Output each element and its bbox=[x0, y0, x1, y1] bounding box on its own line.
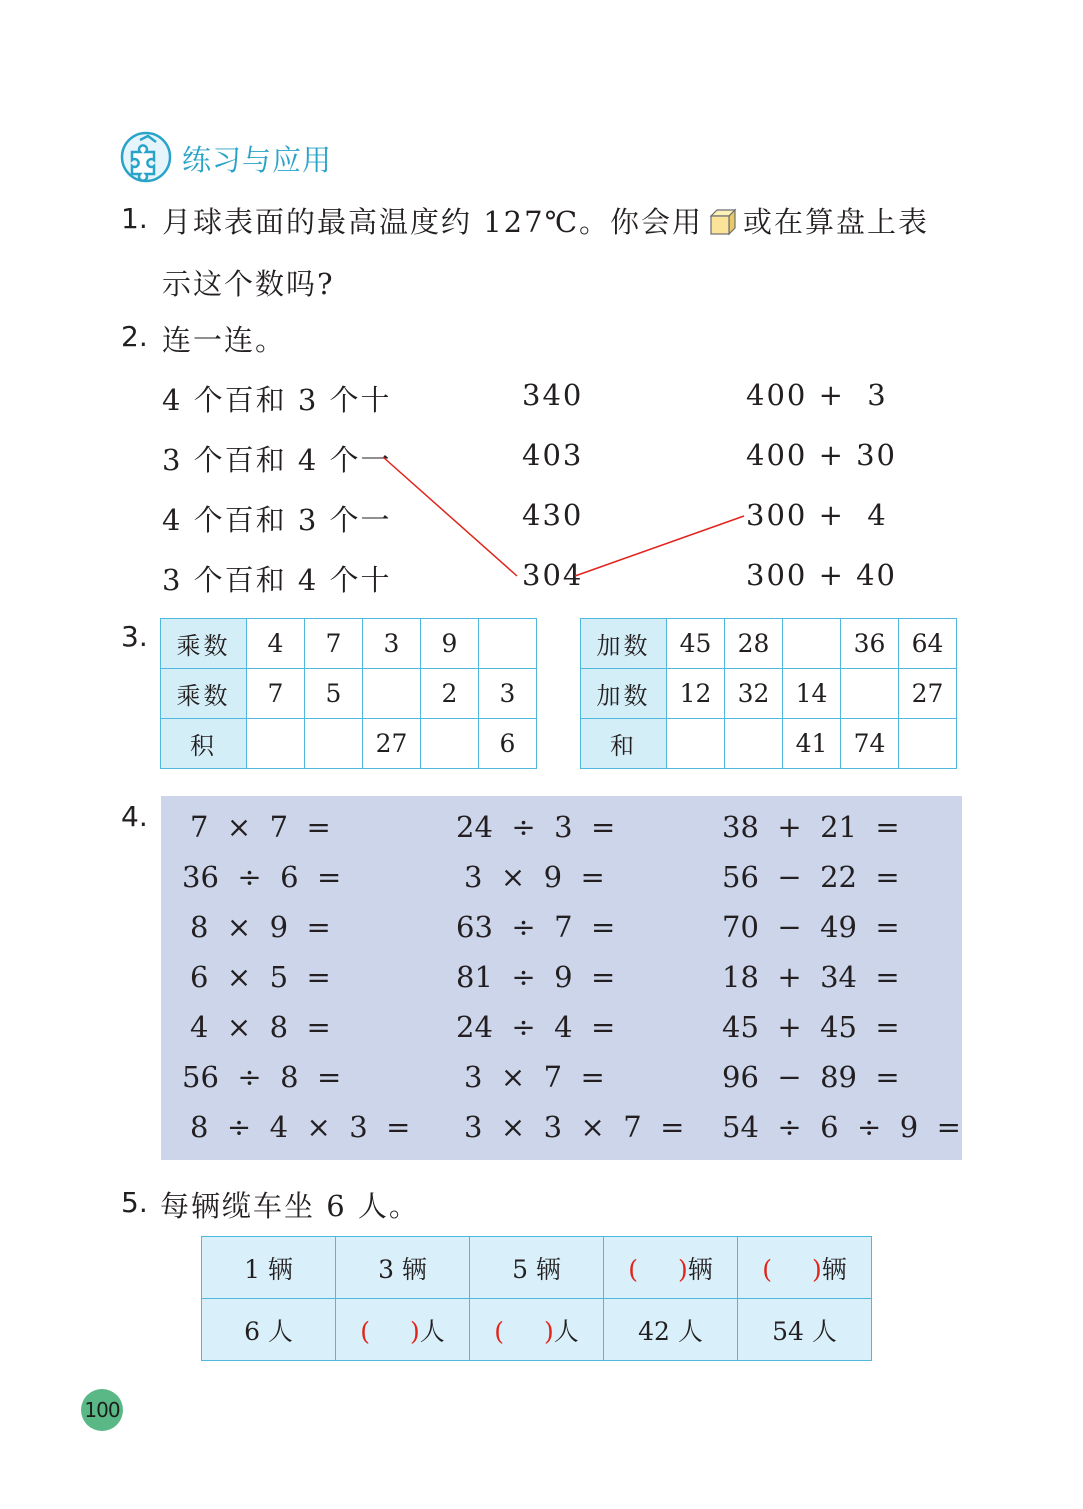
table-cell: 3 bbox=[363, 619, 421, 669]
question-2-number: 2. bbox=[121, 320, 148, 353]
table-cell: 2 bbox=[421, 669, 479, 719]
equation: 63 ÷ 7 = bbox=[456, 910, 616, 944]
table-header-cell: 加数 bbox=[581, 619, 667, 669]
match-expression: 300 + 4 bbox=[746, 498, 888, 532]
paren-open: ( bbox=[494, 1316, 504, 1346]
table-header-cell: 加数 bbox=[581, 669, 667, 719]
equation: 8 × 9 = bbox=[190, 910, 331, 944]
equation: 70 − 49 = bbox=[722, 910, 900, 944]
table-cell: 27 bbox=[363, 719, 421, 769]
addition-table bbox=[580, 618, 957, 769]
paren-close: ) bbox=[811, 1254, 822, 1284]
unit-label: 辆 bbox=[821, 1254, 847, 1284]
table-cell: 4 bbox=[247, 619, 305, 669]
match-line-1 bbox=[383, 457, 517, 576]
match-number: 304 bbox=[522, 558, 584, 592]
table-cell-blank[interactable] bbox=[738, 1237, 872, 1299]
question-5-text: 每辆缆车坐 6 人。 bbox=[160, 1189, 420, 1223]
table-cell: 1 辆 bbox=[202, 1237, 336, 1299]
table-cell-blank[interactable] bbox=[479, 619, 537, 669]
match-expression: 400 + 30 bbox=[746, 438, 897, 472]
unit-label: 人 bbox=[553, 1316, 579, 1346]
table-cell-blank[interactable] bbox=[783, 619, 841, 669]
table-cell: 5 辆 bbox=[470, 1237, 604, 1299]
table-cell: 74 bbox=[841, 719, 899, 769]
equation: 96 − 89 = bbox=[722, 1060, 900, 1094]
page-number: 100 bbox=[81, 1389, 123, 1431]
paren-close: ) bbox=[543, 1316, 554, 1346]
table-header-cell: 和 bbox=[581, 719, 667, 769]
question-4-number: 4. bbox=[121, 800, 148, 833]
table-cell: 54 人 bbox=[738, 1299, 872, 1361]
equation: 3 × 3 × 7 = bbox=[464, 1110, 685, 1144]
paren-close: ) bbox=[409, 1316, 420, 1346]
section-title: 练习与应用 bbox=[182, 143, 333, 177]
paren-open: ( bbox=[360, 1316, 370, 1346]
match-expression: 300 + 40 bbox=[746, 558, 897, 592]
equation: 8 ÷ 4 × 3 = bbox=[190, 1110, 411, 1144]
table-cell-blank[interactable] bbox=[305, 719, 363, 769]
cable-car-table bbox=[201, 1236, 872, 1361]
table-cell: 45 bbox=[667, 619, 725, 669]
table-cell: 12 bbox=[667, 669, 725, 719]
match-left-item: 4 个百和 3 个十 bbox=[162, 383, 392, 417]
table-cell: 7 bbox=[305, 619, 363, 669]
table-cell: 41 bbox=[783, 719, 841, 769]
unit-label: 辆 bbox=[687, 1254, 713, 1284]
table-cell: 3 辆 bbox=[336, 1237, 470, 1299]
match-left-item: 3 个百和 4 个十 bbox=[162, 563, 392, 597]
equation: 36 ÷ 6 = bbox=[182, 860, 342, 894]
table-cell: 32 bbox=[725, 669, 783, 719]
equation: 38 + 21 = bbox=[722, 810, 900, 844]
table-cell-blank[interactable] bbox=[725, 719, 783, 769]
equation: 81 ÷ 9 = bbox=[456, 960, 616, 994]
table-cell-blank[interactable] bbox=[363, 669, 421, 719]
table-cell: 14 bbox=[783, 669, 841, 719]
match-line-2 bbox=[575, 516, 744, 576]
table-cell-blank[interactable] bbox=[470, 1299, 604, 1361]
question-1-text-c: 示这个数吗? bbox=[162, 267, 335, 301]
table-cell-blank[interactable] bbox=[421, 719, 479, 769]
table-cell: 28 bbox=[725, 619, 783, 669]
paren-open: ( bbox=[762, 1254, 772, 1284]
equation: 18 + 34 = bbox=[722, 960, 900, 994]
table-cell: 3 bbox=[479, 669, 537, 719]
multiplication-table bbox=[160, 618, 537, 769]
table-cell: 6 人 bbox=[202, 1299, 336, 1361]
equation: 56 ÷ 8 = bbox=[182, 1060, 342, 1094]
question-1-text-a: 月球表面的最高温度约 127℃。你会用 bbox=[162, 205, 704, 239]
equation: 3 × 9 = bbox=[464, 860, 605, 894]
table-cell-blank[interactable] bbox=[247, 719, 305, 769]
table-cell: 6 bbox=[479, 719, 537, 769]
table-cell-blank[interactable] bbox=[899, 719, 957, 769]
equation: 24 ÷ 3 = bbox=[456, 810, 616, 844]
equation: 6 × 5 = bbox=[190, 960, 331, 994]
equation: 3 × 7 = bbox=[464, 1060, 605, 1094]
table-header-cell: 积 bbox=[161, 719, 247, 769]
question-1-text-b: 或在算盘上表 bbox=[743, 205, 930, 239]
table-cell-blank[interactable] bbox=[604, 1237, 738, 1299]
unit-label: 人 bbox=[419, 1316, 445, 1346]
equation: 45 + 45 = bbox=[722, 1010, 900, 1044]
equation: 56 − 22 = bbox=[722, 860, 900, 894]
table-cell: 7 bbox=[247, 669, 305, 719]
match-number: 340 bbox=[522, 378, 584, 412]
table-cell: 36 bbox=[841, 619, 899, 669]
paren-close: ) bbox=[677, 1254, 688, 1284]
question-1-number: 1. bbox=[121, 202, 148, 235]
equation: 24 ÷ 4 = bbox=[456, 1010, 616, 1044]
table-cell: 27 bbox=[899, 669, 957, 719]
equation: 7 × 7 = bbox=[190, 810, 331, 844]
match-number: 403 bbox=[522, 438, 584, 472]
match-expression: 400 + 3 bbox=[746, 378, 888, 412]
equation: 4 × 8 = bbox=[190, 1010, 331, 1044]
question-5-number: 5. bbox=[121, 1186, 148, 1219]
match-left-item: 4 个百和 3 个一 bbox=[162, 503, 392, 537]
table-cell-blank[interactable] bbox=[841, 669, 899, 719]
paren-open: ( bbox=[628, 1254, 638, 1284]
equation: 54 ÷ 6 ÷ 9 = bbox=[722, 1110, 961, 1144]
table-cell: 9 bbox=[421, 619, 479, 669]
table-cell-blank[interactable] bbox=[336, 1299, 470, 1361]
table-cell: 5 bbox=[305, 669, 363, 719]
table-cell: 64 bbox=[899, 619, 957, 669]
table-header-cell: 乘数 bbox=[161, 669, 247, 719]
match-left-item: 3 个百和 4 个一 bbox=[162, 443, 392, 477]
table-cell-blank[interactable] bbox=[667, 719, 725, 769]
question-2-text: 连一连。 bbox=[162, 323, 287, 357]
match-number: 430 bbox=[522, 498, 584, 532]
table-header-cell: 乘数 bbox=[161, 619, 247, 669]
table-cell: 42 人 bbox=[604, 1299, 738, 1361]
question-3-number: 3. bbox=[121, 620, 148, 653]
